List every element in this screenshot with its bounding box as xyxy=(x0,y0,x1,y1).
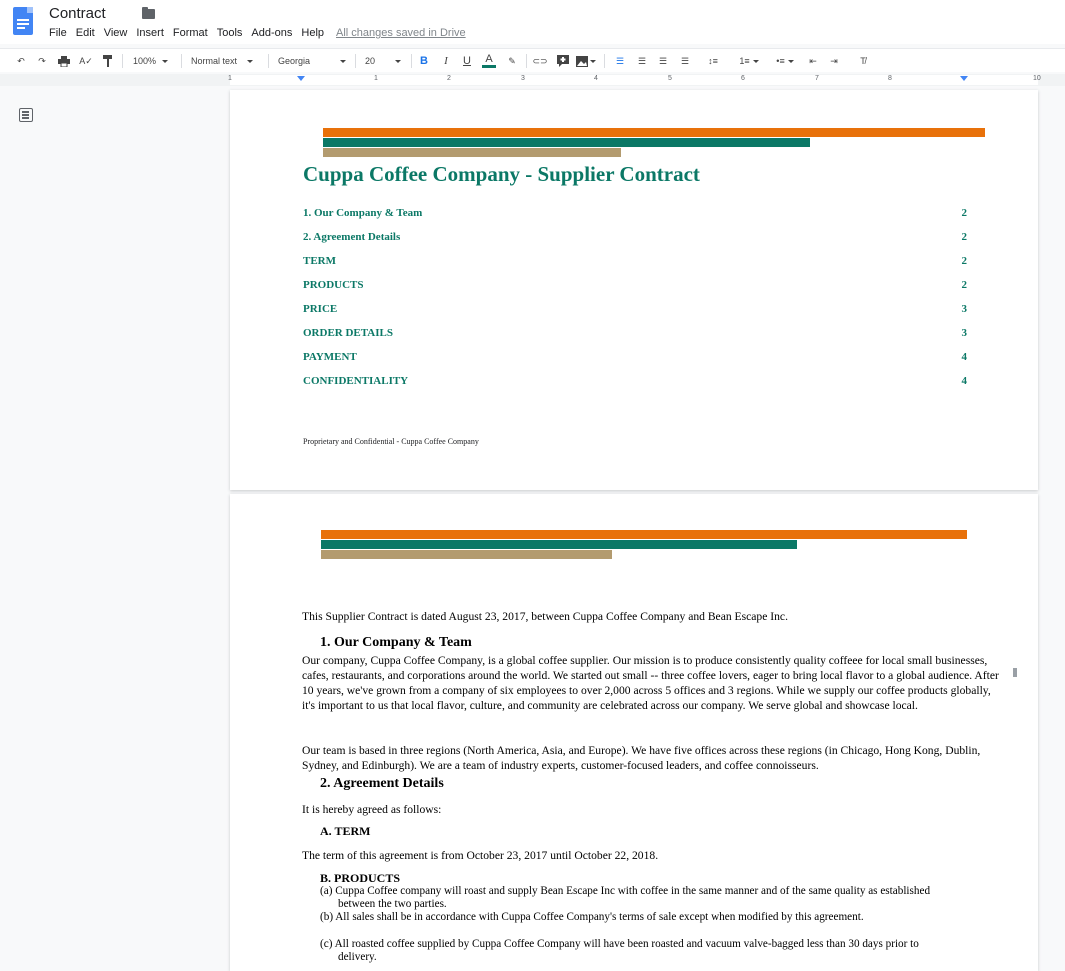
toc-entry[interactable]: CONFIDENTIALITY 4 xyxy=(303,375,967,387)
insert-image-icon[interactable] xyxy=(576,53,596,69)
header-bar-orange xyxy=(321,530,967,539)
underline-button[interactable]: U xyxy=(463,55,471,67)
menu-file[interactable]: File xyxy=(49,27,67,39)
right-indent-marker[interactable] xyxy=(960,76,968,81)
list-item[interactable]: (a) Cuppa Coffee company will roast and supply Bean Escape Inc with coffee in the same manner and of the same quality as established between the two parties. xyxy=(320,885,931,910)
menu-addons[interactable]: Add-ons xyxy=(251,27,293,39)
menu-help[interactable]: Help xyxy=(301,27,325,39)
document-heading[interactable]: Cuppa Coffee Company - Supplier Contract xyxy=(303,162,700,186)
text-color-button[interactable]: A xyxy=(482,53,496,68)
ruler[interactable] xyxy=(0,74,1065,86)
undo-icon[interactable]: ↶ xyxy=(17,55,25,66)
toolbar xyxy=(0,48,1065,72)
menu-edit[interactable]: Edit xyxy=(75,27,95,39)
menu-tools[interactable]: Tools xyxy=(216,27,243,39)
company-paragraph[interactable]: Our company, Cuppa Coffee Company, is a global coffee supplier. Our mission is to produce consistently quality coffeee for local small businesses, cafes, restaurants, and corporations around the world. We started out small -- three coffee lovers, eager to bring local flavor to a global audience. After 10 years, we've grown from a company of six employees to over 2,000 across 5 offices and 3 regions. While we supply our coffee products globally, it's important to us that local flavor, culture, and community are celebrated across our company. We serve global and showcase local. xyxy=(302,654,999,712)
chevron-down-icon xyxy=(395,60,401,63)
toc-entry[interactable]: PAYMENT 4 xyxy=(303,351,967,363)
ruler-number: 10 xyxy=(1033,75,1041,82)
paint-format-icon[interactable] xyxy=(101,53,115,69)
chevron-down-icon xyxy=(247,60,253,63)
bold-button[interactable]: B xyxy=(420,55,428,67)
increase-indent-icon[interactable]: ⇥ xyxy=(830,55,838,66)
justify-icon[interactable]: ☰ xyxy=(680,55,690,66)
toc-entry[interactable]: TERM 2 xyxy=(303,255,967,267)
docs-logo-icon[interactable] xyxy=(13,7,33,35)
toc-entry[interactable]: 2. Agreement Details 2 xyxy=(303,231,967,243)
align-left-icon[interactable]: ☰ xyxy=(615,55,625,66)
heading-company[interactable]: 1. Our Company & Team xyxy=(320,635,472,650)
line-spacing-icon[interactable]: ↕≡ xyxy=(708,56,718,66)
agreement-intro[interactable]: It is hereby agreed as follows: xyxy=(302,803,442,816)
bulleted-list-icon[interactable]: •≡ xyxy=(772,53,798,69)
style-select[interactable]: Normal text xyxy=(191,53,261,69)
document-outline-icon[interactable] xyxy=(19,108,33,122)
insert-link-icon[interactable]: ⊂⊃ xyxy=(532,55,548,66)
toc-entry[interactable]: ORDER DETAILS 3 xyxy=(303,327,967,339)
ruler-number: 8 xyxy=(888,75,892,82)
chevron-down-icon xyxy=(340,60,346,63)
ruler-number: 3 xyxy=(521,75,525,82)
team-paragraph[interactable]: Our team is based in three regions (North America, Asia, and Europe). We have five offices across these regions (in Chicago, Hong Kong, Dublin, Sydney, and Edinburgh). We are a team of industry experts, customer-focused leaders, and coffee connoisseurs. xyxy=(302,744,981,772)
save-status[interactable]: All changes saved in Drive xyxy=(336,27,466,39)
align-right-icon[interactable]: ☰ xyxy=(658,55,668,66)
menu-insert[interactable]: Insert xyxy=(136,27,164,39)
list-item[interactable]: (b) All sales shall be in accordance with Cuppa Coffee Company's terms of sale except when modified by this agreement. xyxy=(320,911,864,923)
heading-products[interactable]: B. PRODUCTS xyxy=(320,871,401,885)
ruler-number: 7 xyxy=(815,75,819,82)
document-page-2[interactable] xyxy=(230,494,1038,971)
ruler-number: 5 xyxy=(668,75,672,82)
menu-view[interactable]: View xyxy=(103,27,128,39)
ruler-number: 6 xyxy=(741,75,745,82)
font-size-select[interactable]: 20 xyxy=(365,53,405,69)
header-bar-teal xyxy=(321,540,797,549)
print-icon[interactable] xyxy=(57,53,71,69)
term-paragraph[interactable]: The term of this agreement is from October 23, 2017 until October 22, 2018. xyxy=(302,849,659,862)
header-bar-tan xyxy=(321,550,612,559)
chevron-down-icon xyxy=(162,60,168,63)
header-bar-orange xyxy=(323,128,985,137)
header-bar-teal xyxy=(323,138,810,147)
page-footer[interactable]: Proprietary and Confidential - Cuppa Coffee Company xyxy=(303,437,479,446)
menu-bar xyxy=(49,27,475,39)
decrease-indent-icon[interactable]: ⇤ xyxy=(809,55,817,66)
ruler-number: 1 xyxy=(374,75,378,82)
zoom-select[interactable]: 100% xyxy=(133,53,173,69)
italic-button[interactable]: I xyxy=(444,55,448,67)
ruler-number: 4 xyxy=(594,75,598,82)
ruler-number: 2 xyxy=(447,75,451,82)
menu-format[interactable]: Format xyxy=(172,27,208,39)
title-bar xyxy=(0,0,1065,44)
header-bar-tan xyxy=(323,148,621,157)
add-comment-icon[interactable] xyxy=(556,53,570,69)
toc-entry[interactable]: 1. Our Company & Team 2 xyxy=(303,207,967,219)
list-item[interactable]: (c) All roasted coffee supplied by Cuppa Coffee Company will have been roasted and vacuum valve-bagged less than 30 days prior to delivery. xyxy=(320,938,919,963)
numbered-list-icon[interactable]: 1≡ xyxy=(736,53,762,69)
left-indent-marker[interactable] xyxy=(297,76,305,81)
heading-agreement[interactable]: 2. Agreement Details xyxy=(320,776,444,791)
document-page-1[interactable] xyxy=(230,90,1038,490)
scroll-indicator[interactable] xyxy=(1013,668,1017,677)
redo-icon[interactable]: ↷ xyxy=(38,55,46,66)
intro-paragraph[interactable]: This Supplier Contract is dated August 23, 2017, between Cuppa Coffee Company and Bean Escape Inc. xyxy=(302,610,788,623)
toc-entry[interactable]: PRICE 3 xyxy=(303,303,967,315)
ruler-number: 1 xyxy=(228,75,232,82)
clear-formatting-icon[interactable]: T̸ xyxy=(860,56,866,66)
toc-entry[interactable]: PRODUCTS 2 xyxy=(303,279,967,291)
highlight-color-icon[interactable]: ✎ xyxy=(508,55,516,66)
spellcheck-icon[interactable]: A✓ xyxy=(79,55,93,66)
font-select[interactable]: Georgia xyxy=(278,53,348,69)
align-center-icon[interactable]: ☰ xyxy=(637,55,647,66)
document-title[interactable]: Contract xyxy=(49,5,106,22)
move-to-folder-icon[interactable] xyxy=(142,9,155,19)
heading-term[interactable]: A. TERM xyxy=(320,824,371,838)
